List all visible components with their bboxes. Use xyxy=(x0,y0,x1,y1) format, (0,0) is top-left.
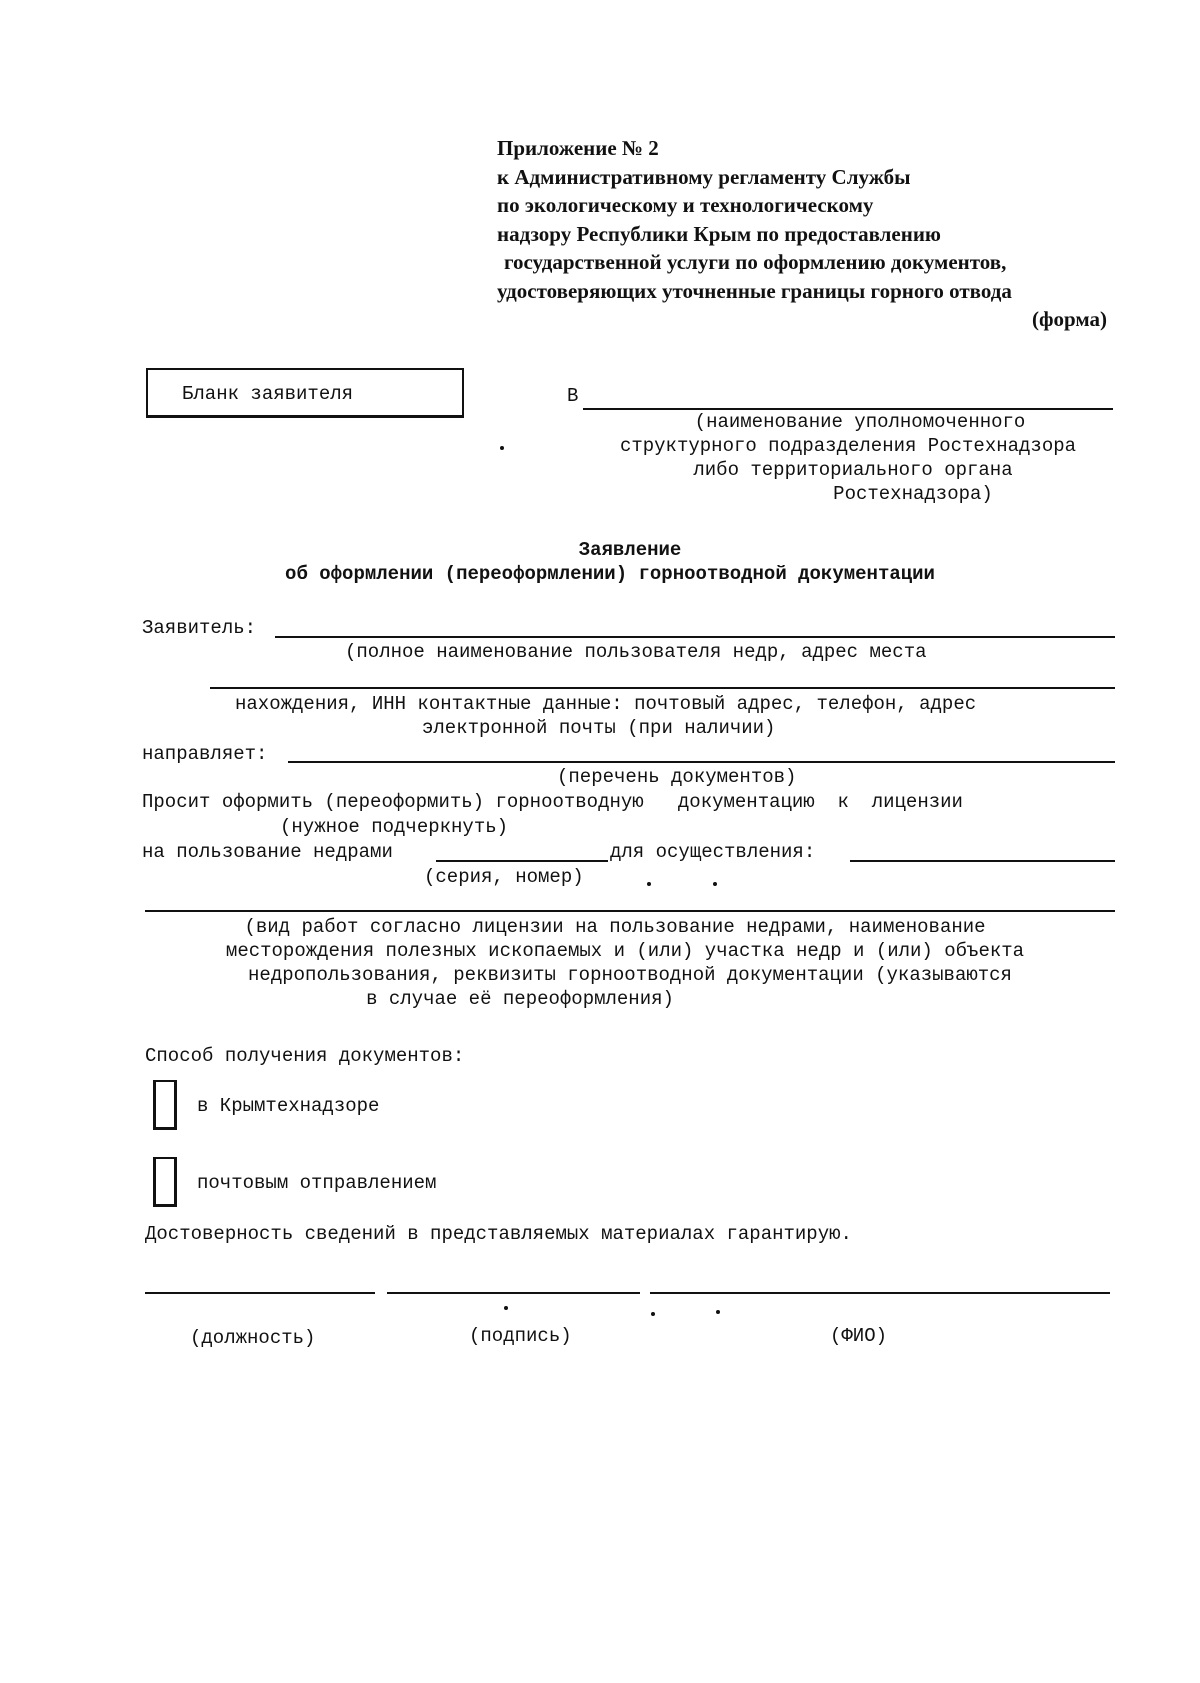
stray-dot xyxy=(716,1310,720,1314)
stray-dot xyxy=(504,1306,508,1310)
stray-dot xyxy=(651,1312,655,1316)
stray-dot xyxy=(647,882,651,886)
form-label: (форма) xyxy=(1031,307,1107,331)
applicant-blank-box xyxy=(146,368,464,418)
signature-field[interactable] xyxy=(387,1292,640,1294)
applicant-hint-3: электронной почты (при наличии) xyxy=(422,717,776,739)
name-hint: (ФИО) xyxy=(830,1325,888,1347)
appendix-line: надзору Республики Крым по предоставлению xyxy=(497,221,941,246)
applicant-hint-1: (полное наименование пользователя недр, адрес места xyxy=(345,641,927,663)
appendix-line: государственной услуги по оформлению документов, xyxy=(504,250,1007,274)
applicant-hint-2: нахождения, ИНН контактные данные: почтовый адрес, телефон, адрес xyxy=(235,693,977,715)
document-title-sub: об оформлении (переоформлении) горноотводной документации xyxy=(285,563,935,585)
purpose-label: для осуществления: xyxy=(610,841,816,863)
appendix-line: удостоверяющих уточненные границы горного отвода xyxy=(497,278,1012,303)
document-title-main: Заявление xyxy=(578,539,682,561)
signature-hint: (подпись) xyxy=(469,1325,572,1347)
license-number-field[interactable] xyxy=(436,860,608,862)
delivery-option-office-checkbox[interactable] xyxy=(153,1080,177,1130)
license-hint: (серия, номер) xyxy=(424,866,584,888)
recipient-prefix: В xyxy=(567,385,579,407)
purpose-field[interactable] xyxy=(850,860,1115,862)
appendix-header xyxy=(497,134,1107,334)
request-hint: (нужное подчеркнуть) xyxy=(280,816,509,838)
applicant-blank-label: Бланк заявителя xyxy=(182,383,354,405)
guarantee-statement: Достоверность сведений в представляемых материалах гарантирую. xyxy=(145,1223,852,1245)
appendix-line: по экологическому и технологическому xyxy=(497,193,874,217)
sends-hint: (перечень документов) xyxy=(557,766,797,788)
stray-dot xyxy=(713,882,717,886)
work-field[interactable] xyxy=(145,910,1115,912)
delivery-option-mail-checkbox[interactable] xyxy=(153,1157,177,1207)
position-field[interactable] xyxy=(145,1292,375,1294)
recipient-hint: (наименование уполномоченного структурного подразделения Ростехнадзора либо территориального органа Ростехнадзора) xyxy=(619,411,1077,505)
applicant-field[interactable] xyxy=(275,636,1115,638)
appendix-line: к Административному регламенту Службы xyxy=(497,164,911,189)
work-hint: (вид работ согласно лицензии на пользование недрами, наименование месторождения полезных ископаемых и (или) участка недр и (или) объекта недропользования, реквизиты горноотводной документации (указываются в случае её переоформления) xyxy=(225,916,1025,1010)
delivery-label: Способ получения документов: xyxy=(145,1045,465,1067)
sends-label: направляет: xyxy=(142,743,268,765)
delivery-option-office-label: в Крымтехнадзоре xyxy=(197,1095,380,1117)
applicant-field-2[interactable] xyxy=(210,687,1115,689)
applicant-label: Заявитель: xyxy=(142,617,257,639)
position-hint: (должность) xyxy=(190,1327,316,1349)
sends-field[interactable] xyxy=(288,761,1115,763)
request-line: Просит оформить (переоформить) горноотводную документацию к лицензии xyxy=(142,791,963,813)
stray-dot xyxy=(500,446,504,450)
delivery-option-mail-label: почтовым отправлением xyxy=(197,1172,437,1194)
appendix-number: Приложение № 2 xyxy=(497,136,659,160)
name-field[interactable] xyxy=(650,1292,1110,1294)
license-label: на пользование недрами xyxy=(142,841,393,863)
document-title xyxy=(140,538,1030,586)
